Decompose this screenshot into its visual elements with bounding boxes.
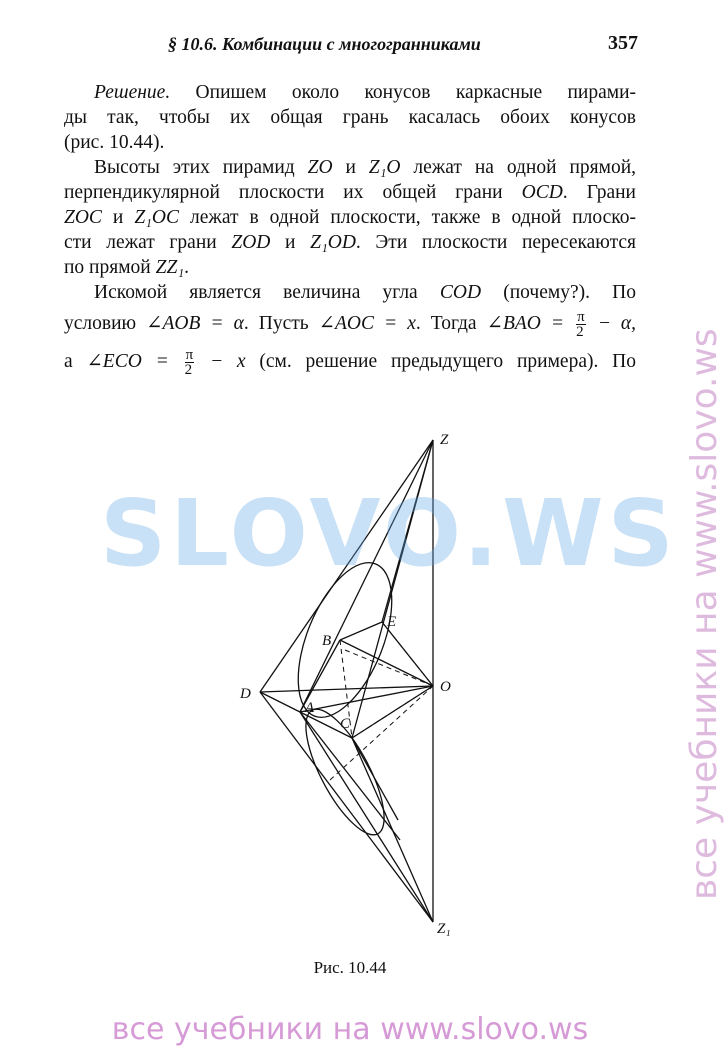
- text-line: Решение. Опишем около конусов каркасные пирами-: [94, 82, 636, 103]
- label-a: A: [305, 700, 315, 716]
- label-o: O: [440, 679, 451, 695]
- text-line: Высоты этих пирамид ZO и Z₁O лежат на одной прямой,: [94, 157, 636, 178]
- segment-be: [340, 622, 382, 640]
- section-title: § 10.6. Комбинации с многогранниками: [168, 34, 481, 54]
- text-line: (рис. 10.44).: [64, 132, 165, 153]
- heights-paragraph: [64, 155, 636, 280]
- text-line: по прямой ZZ₁.: [64, 257, 189, 278]
- label-e: E: [387, 614, 397, 630]
- label-b: B: [322, 633, 332, 649]
- edge-da: [260, 692, 300, 712]
- angle-paragraph: [64, 280, 636, 381]
- dashed-center: [345, 650, 433, 686]
- watermark-footer[interactable]: все учебники на www.slovo.ws: [111, 1012, 589, 1047]
- text-line: условию ∠AOB = α. Пусть ∠AOC = x. Тогда ∠BAO = $\frac{\pi}{2}$ − α,: [64, 309, 636, 341]
- text-line: Искомой является величина угла COD (почему?). По: [94, 282, 636, 303]
- text-line: ды так, чтобы их общая грань касалась обоих конусов: [64, 107, 636, 128]
- text-line: а ∠ECO = $\frac{\pi}{2}$ − x (см. решение предыдущего примера). По: [64, 347, 636, 379]
- label-c: C: [340, 716, 351, 732]
- text-line: перпендикулярной плоскости их общей грани OCD. Грани: [64, 182, 636, 203]
- fraction: $\frac{\pi}{2}$: [576, 309, 585, 341]
- dashed-lower: [330, 686, 433, 780]
- solution-lead: Решение.: [94, 82, 171, 103]
- running-header: [168, 30, 638, 58]
- solution-paragraph: [64, 80, 636, 155]
- watermark-vertical: все учебники на www.slovo.ws: [684, 328, 725, 900]
- fraction: $\frac{\pi}{2}$: [184, 347, 194, 379]
- watermark-logo: SLOVO.WS: [100, 480, 678, 587]
- segment-bo: [340, 640, 433, 686]
- page-number: 357: [608, 32, 638, 54]
- label-z: Z: [440, 432, 449, 448]
- label-z1: Z₁: [437, 921, 451, 937]
- text-line: сти лежат грани ZOD и Z₁OD. Эти плоскости пересекаются: [64, 232, 636, 253]
- figure-caption: Рис. 10.44: [313, 958, 387, 977]
- label-d: D: [240, 686, 251, 702]
- text-line: ZOC и Z₁OC лежат в одной плоскости, также в одной плоско-: [64, 207, 636, 228]
- edge-az1: [300, 712, 433, 922]
